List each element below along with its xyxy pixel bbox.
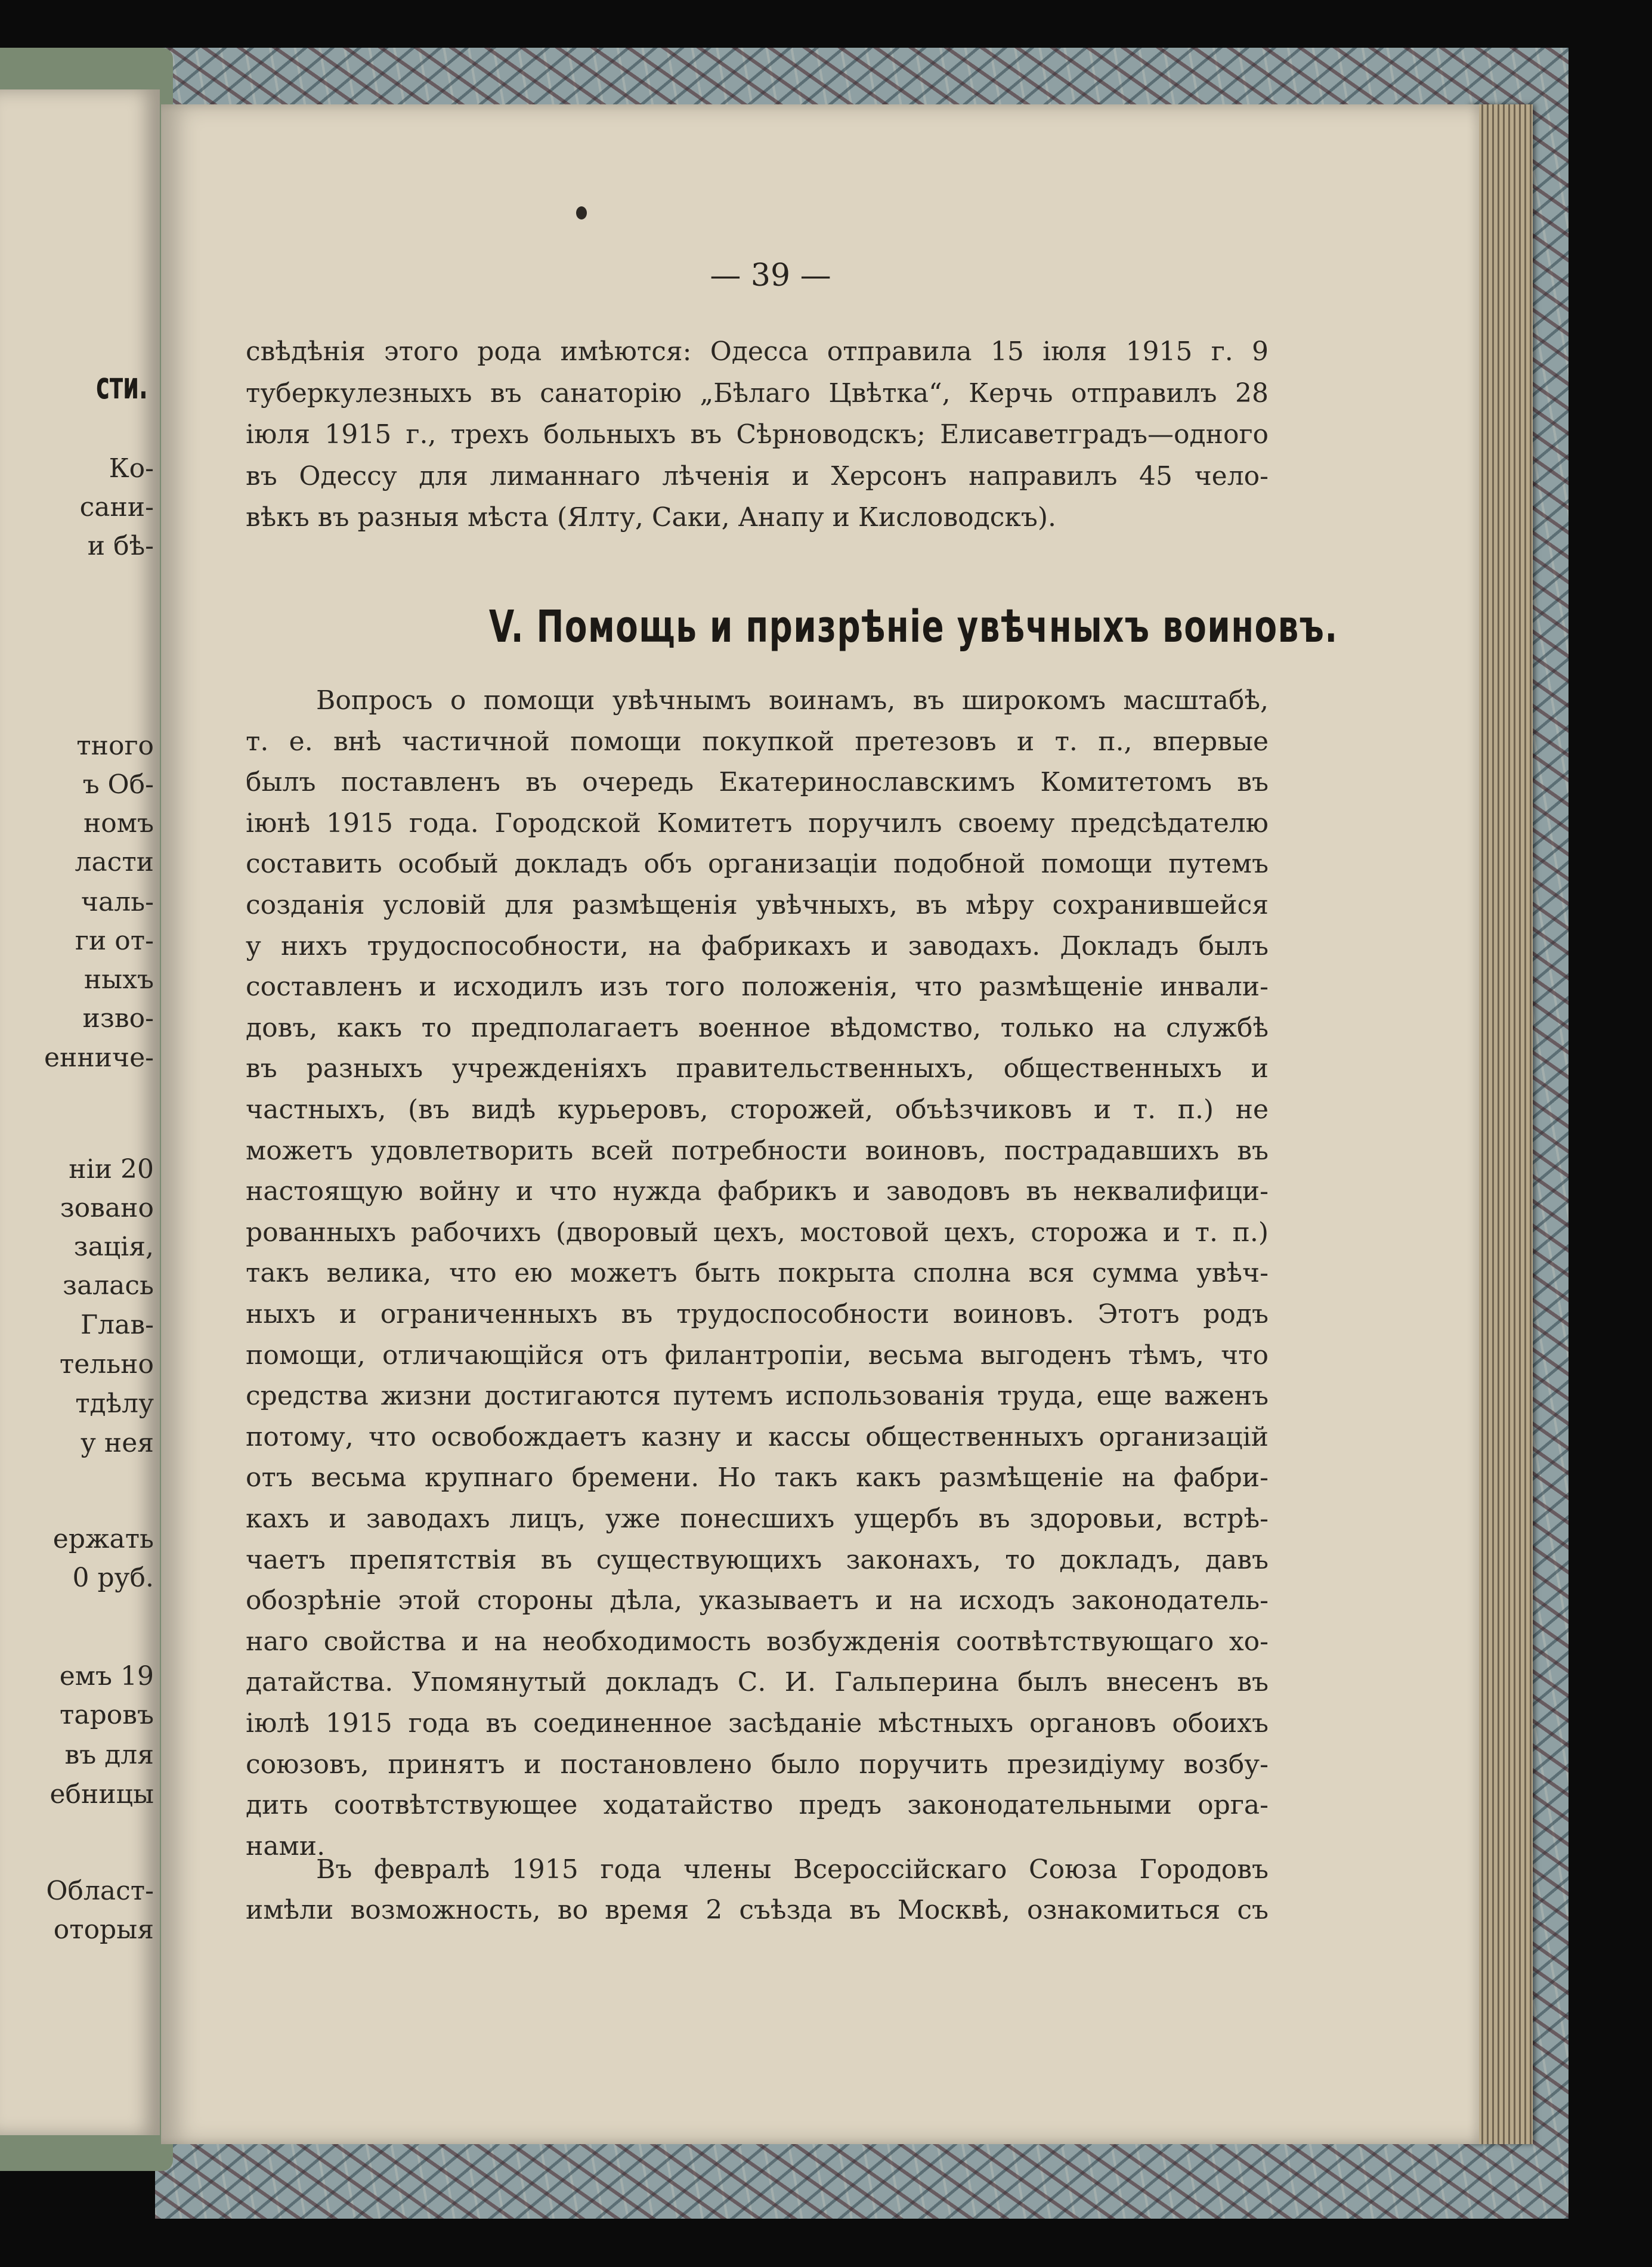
- left-page-heading: сти.: [96, 364, 148, 407]
- text-line: союзовъ, принятъ и постановлено было поручить президіуму возбу-: [246, 1749, 1269, 1780]
- ink-dot: [576, 206, 587, 219]
- text-line: довъ, какъ то предполагаетъ военное вѣдомство, только на службѣ: [246, 1012, 1269, 1043]
- left-page: [0, 89, 160, 2135]
- text-line: іюнѣ 1915 года. Городской Комитетъ поручилъ своему предсѣдателю: [246, 808, 1269, 839]
- left-page-line: зовано: [60, 1193, 154, 1223]
- left-page-line: чаль-: [81, 887, 154, 917]
- text-line: въ Одессу для лиманнаго лѣченія и Херсонъ направилъ 45 чело-: [246, 460, 1269, 491]
- text-line: составленъ и исходилъ изъ того положенія, что размѣщеніе инвали-: [246, 972, 1269, 1003]
- text-line: обозрѣніе этой стороны дѣла, указываетъ и на исходъ законодатель-: [246, 1585, 1269, 1616]
- left-page-line: ебницы: [50, 1779, 154, 1810]
- left-page-line: Глав-: [81, 1310, 154, 1340]
- page-number: — 39 —: [710, 258, 831, 293]
- text-line: чаетъ препятствія въ существующихъ законахъ, то докладъ, давъ: [246, 1544, 1269, 1575]
- text-line: наго свойства и на необходимость возбужденія соотвѣтствующаго хо-: [246, 1626, 1269, 1657]
- left-page-line: ъ Об-: [82, 769, 154, 800]
- text-line: составить особый докладъ объ организаціи подобной помощи путемъ: [246, 849, 1269, 880]
- text-line: имѣли возможность, во время 2 съѣзда въ Москвѣ, ознакомиться съ: [246, 1895, 1269, 1925]
- left-page-line: 0 руб.: [72, 1563, 154, 1593]
- text-line: настоящую войну и что нужда фабрикъ и заводовъ въ неквалифици-: [246, 1176, 1269, 1207]
- text-line: туберкулезныхъ въ санаторію „Бѣлаго Цвѣтка“, Керчь отправилъ 28: [246, 378, 1269, 409]
- left-page-line: номъ: [83, 808, 154, 839]
- text-line: нами.: [246, 1830, 326, 1861]
- left-page-line: зація,: [73, 1232, 154, 1262]
- text-line: Вопросъ о помощи увѣчнымъ воинамъ, въ широкомъ масштабѣ,: [316, 685, 1269, 716]
- left-page-line: ніи 20: [69, 1154, 154, 1184]
- text-line: іюлѣ 1915 года въ соединенное засѣданіе мѣстныхъ органовъ обоихъ: [246, 1708, 1269, 1739]
- left-page-line: сани-: [79, 492, 154, 522]
- text-line: помощи, отличающійся отъ филантропіи, весьма выгоденъ тѣмъ, что: [246, 1340, 1269, 1371]
- left-page-line: ныхъ: [83, 964, 154, 995]
- left-page-line: и бѣ-: [87, 531, 154, 561]
- left-page-line: у нея: [81, 1428, 154, 1458]
- left-page-line: Област-: [46, 1876, 154, 1906]
- text-line: частныхъ, (въ видѣ курьеровъ, сторожей, объѣзчиковъ и т. п.) не: [246, 1094, 1269, 1125]
- text-line: т. е. внѣ частичной помощи покупкой претезовъ и т. п., впервые: [246, 726, 1269, 757]
- text-line: можетъ удовлетворить всей потребности воиновъ, пострадавшихъ въ: [246, 1135, 1269, 1166]
- text-line: Въ февралѣ 1915 года члены Всероссійскаго Союза Городовъ: [316, 1854, 1269, 1885]
- text-line: вѣкъ въ разныя мѣста (Ялту, Саки, Анапу и Кисловодскъ).: [246, 502, 1057, 533]
- text-line: датайства. Упомянутый докладъ С. И. Гальперина былъ внесенъ въ: [246, 1667, 1269, 1698]
- left-page-line: изво-: [82, 1003, 154, 1034]
- text-line: ныхъ и ограниченныхъ въ трудоспособности воиновъ. Этотъ родъ: [246, 1299, 1269, 1329]
- text-line: кахъ и заводахъ лицъ, уже понесшихъ ущербъ въ здоровьи, встрѣ-: [246, 1504, 1269, 1534]
- left-page-line: таровъ: [60, 1700, 154, 1730]
- left-page-line: емъ 19: [59, 1661, 154, 1691]
- left-page-line: ержать: [52, 1524, 154, 1554]
- text-line: созданія условій для размѣщенія увѣчныхъ, въ мѣру сохранившейся: [246, 890, 1269, 920]
- text-line: потому, что освобождаетъ казну и кассы общественныхъ организацій: [246, 1421, 1269, 1452]
- left-page-line: Ко-: [109, 453, 154, 484]
- text-line: іюля 1915 г., трехъ больныхъ въ Сѣрноводскъ; Елисаветградъ—одного: [246, 419, 1269, 450]
- left-page-line: ласти: [75, 847, 154, 877]
- text-line: въ разныхъ учрежденіяхъ правительственныхъ, общественныхъ и: [246, 1053, 1269, 1084]
- text-line: средства жизни достигаются путемъ использованія труда, еще важенъ: [246, 1381, 1269, 1412]
- left-page-line: енниче-: [44, 1043, 154, 1073]
- left-page-line: залась: [62, 1270, 154, 1301]
- text-line: отъ весьма крупнаго бремени. Но такъ какъ размѣщеніе на фабри-: [246, 1462, 1269, 1493]
- text-line: свѣдѣнія этого рода имѣются: Одесса отправила 15 іюля 1915 г. 9: [246, 336, 1269, 367]
- left-page-line: тного: [76, 731, 154, 761]
- text-line: былъ поставленъ въ очередь Екатеринославскимъ Комитетомъ въ: [246, 767, 1269, 798]
- left-page-line: тельно: [59, 1349, 154, 1380]
- section-title: V. Помощь и призрѣніе увѣчныхъ воиновъ.: [488, 601, 1338, 652]
- text-line: дить соотвѣтствующее ходатайство предъ законодательными орга-: [246, 1790, 1269, 1821]
- left-page-line: въ для: [64, 1740, 154, 1770]
- left-page-line: ги от-: [75, 926, 154, 956]
- text-line: у нихъ трудоспособности, на фабрикахъ и заводахъ. Докладъ былъ: [246, 930, 1269, 961]
- left-page-line: оторыя: [53, 1915, 154, 1945]
- text-line: такъ велика, что ею можетъ быть покрыта сполна вся сумма увѣч-: [246, 1258, 1269, 1289]
- left-page-line: тдѣлу: [75, 1388, 154, 1419]
- text-line: рованныхъ рабочихъ (дворовый цехъ, мостовой цехъ, сторожа и т. п.): [246, 1217, 1269, 1248]
